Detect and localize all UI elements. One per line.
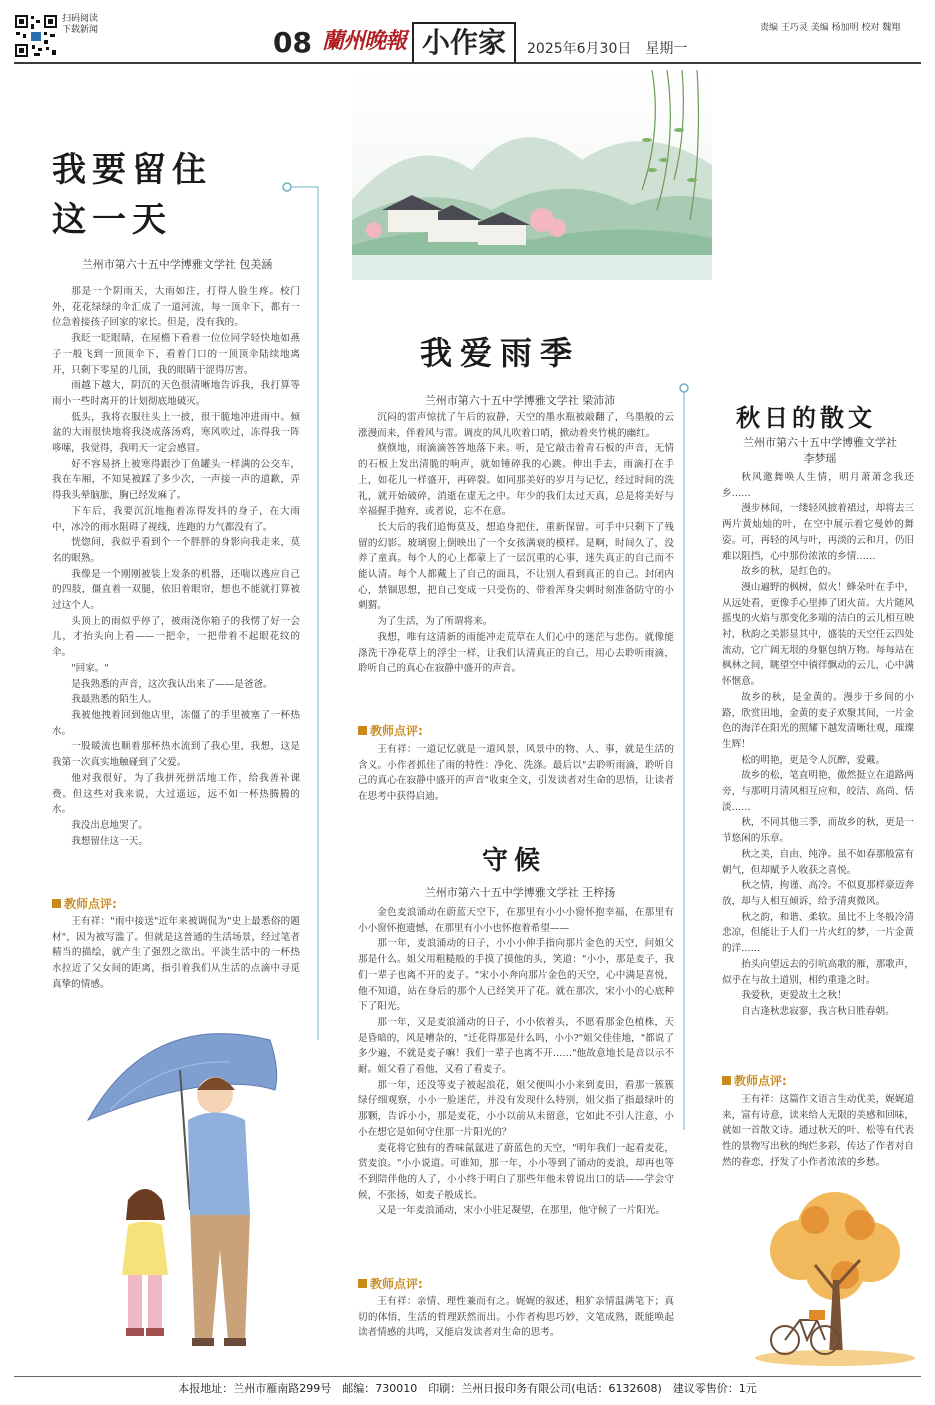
comment-label: 教师点评: <box>370 724 423 738</box>
paragraph: 秋之韵，和谐、柔软。虽比不上冬般冷清悲凉，但能让于人们一片火红的梦，一片金黄的洋…… <box>722 911 914 955</box>
paragraph: 松的明艳，更是令人沉醉，爱戴。 <box>741 754 886 766</box>
article2-comment <box>358 742 674 805</box>
paragraph: 漫山遍野的枫树，似火！蜂朵叶在手中，从远处看，更像手心里捧了团火苗。大片随风摇曳的火焰与那变化多端的洁白的云儿相互映衬，秋韵之美影显其中，盛装的天空任云四处流动，它广阔无垠的身躯包纳万物。每每站在枫林之间，眺望空中徜徉飘动的云儿，心中满怀惬意。 <box>722 581 914 688</box>
article4-comment <box>722 1092 914 1171</box>
article4-title: 秋日的散文 <box>736 403 876 432</box>
footer-info: 本报地址：兰州市雁南路299号 邮编：730010 印刷：兰州日报印务有限公司(电话：6132608) 建议零售价：1元 <box>178 1382 757 1395</box>
paragraph: 我最熟悉的陌生人。 <box>71 694 158 706</box>
paragraph: 那是一个阴雨天，大雨如注，打得人脸生疼。校门外，花花绿绿的伞汇成了一道河流，每一顶伞下，都有一位急着接孩子回家的家长。但是，没有我的。 <box>52 286 300 329</box>
article4-body <box>722 470 914 1060</box>
paragraph: 秋之情，拘谨、高冷。不似夏那样豪迈奔放，却与人相互倾诉，给予清爽微风。 <box>722 880 914 907</box>
article3-author: 兰州市第六十五中学博雅文学社 王梓扬 <box>424 886 616 899</box>
paragraph: "回家。" <box>71 662 109 674</box>
paragraph: 头顶上的雨似乎停了，被雨浇你箱子的我愣了好一会儿，才抬头向上看——一把伞，一把带着不起眼花纹的伞。 <box>52 615 300 659</box>
paragraph: 故乡的秋，是金黄的。漫步于乡间的小路，欣赏田地，金黄的麦子欢聚其间，一片金色的海洋在阳光的照耀下越发清晰壮观，璀璨生辉！ <box>722 691 914 750</box>
article2-comment-heading <box>358 722 423 739</box>
paragraph: 秋风邀舞唤人生情，明月萧萧念我还乡…… <box>722 472 914 499</box>
paragraph: 是我熟悉的声音，这次我认出来了——是爸爸。 <box>71 678 273 690</box>
paragraph: 秋之美，自由、纯净。虽不如春那般富有朝气，但却赋予人收获之喜悦。 <box>722 848 914 876</box>
editor-credits: 责编 王巧灵 美编 杨加明 校对 魏翔 <box>760 23 901 33</box>
paragraph: 好不容易挤上被寒得跟沙丁鱼罐头一样满的公交车，我在车厢，不知晃被踩了多少次，一声接一声的道歉，弄得我头晕脑胀，胸已经发麻了。 <box>52 458 300 502</box>
paragraph: 他对我很好，为了我拼死拼活地工作，给我善补课费。但这些对我来说，大过遥远，远不如一杯热腾腾的水。 <box>52 772 300 816</box>
comment-text: 王有祥：亲情、理性兼而有之。娓娓的叙述，粗犷亲情温满笔下；真切的体悟，生活的哲理跃然而出。小作者构思巧妙，文笔成熟，既能唤起读者情感的共鸣，又能启发读者对生命的思考。 <box>358 1296 674 1339</box>
paragraph: 秋，不同其他三季，而故乡的秋，更是一节悠闲的乐章。 <box>722 817 914 845</box>
paragraph: 沉闷的雷声惊扰了午后的寂静，天空的墨水瓶被敲翻了，乌墨般的云涨漫而来，伴着风与雷。调皮的风儿吹着口哨，掀动着夹竹桃的幽红。 <box>358 412 674 439</box>
paragraph: 雨越下越大，阴沉的天色很清晰地告诉我，我打算等雨小一些时离开的计划彻底地破灭。 <box>52 380 300 407</box>
article4-author-line1: 兰州市第六十五中学博雅文学社 <box>743 436 897 449</box>
newspaper-logo: 蘭州晚報 <box>322 28 407 54</box>
comment-text: 王有祥：一道记忆就是一道风景，风景中的物、人、事，就是生活的含义。小作者抓住了雨的特性：净化、洗涤。最后以"去聆听雨滴，聆听自己的真心在寂静中盛开的声音"收束全文，引发读者对生命的思悟，让读者在思考中获得启迪。 <box>358 744 674 803</box>
paragraph: 恍惚间，我似乎看到个一个胖胖的身影向我走来，莫名的眼熟。 <box>52 537 300 564</box>
paragraph: 那一年，又是麦浪涌动的日子，小小依着头，不愿看那金色植株，天是昏暗的，风是嘈杂的，"迁花得那是什么吗，小小?"姐父佳佳地，"都说了多少遍，不就是麦子嘛！我们一辈子也离不开……"他故意地长是音以示不耐。姐父看了看他，又看了看麦子。 <box>358 1016 674 1076</box>
article2-body <box>358 410 674 710</box>
landscape-illustration <box>352 70 712 280</box>
paragraph: 抬头向望远去的引吭高歌的雁，那歌声，似乎在与故土道别，相约重逢之时。 <box>722 958 914 986</box>
article1-comment-heading <box>52 895 117 912</box>
article3-body <box>358 905 674 1260</box>
paragraph: 麦花将它独有的香味氤氲进了蔚蓝色的天空，"明年我们一起看麦花，赏麦浪。"小小说道。可谁知，那一年，小小等到了涌动的麦浪，却再也等不到陪伴他的人了，小小终于明白了那些年他未曾说出口的话——学会守候，不张扬，如麦子般成长。 <box>358 1142 674 1201</box>
article1-author: 兰州市第六十五中学博雅文学社 包美涵 <box>81 258 273 271</box>
article2-title: 我爱雨季 <box>420 334 581 372</box>
article3-comment <box>358 1294 674 1341</box>
paragraph: 那一年，麦浪涌动的日子，小小小伸手指向那片金色的天空，问姐父那是什么。姐父用粗糙般的手摸了摸他的头，笑道："小小，那是麦子，我们一辈子也离不开的麦子。"宋小小奔向那片金色的天空，心中满是喜悦，他不知道，站在身后的那个人已经笑开了花。就在那次，宋小小的心底种下了阳光。 <box>358 938 674 1013</box>
paragraph: 自古逢秋悲寂寥，我言秋日胜春朝。 <box>741 1005 895 1017</box>
paragraph: 漫步林间，一缕轻风披着裙过，却将去三两片黄灿灿的叶，在空中展示着它曼妙的舞姿。可，再轻的风与叶，再淡的云和月，仍旧难以阻挡，心中那份浓浓的乡情…… <box>722 503 914 562</box>
paragraph: 一股暖流也顺着那杯热水流到了我心里，我想，这是我第一次真实地触碰到了父爱。 <box>52 741 300 769</box>
article1-title-line1: 我要留住 <box>52 150 212 190</box>
paragraph: 我爱秋，更爱故土之秋！ <box>741 990 847 1002</box>
article1-body <box>52 284 300 879</box>
paragraph: 故乡的秋，是红色的。 <box>741 566 838 578</box>
comment-label: 教师点评: <box>64 897 117 911</box>
article1-comment <box>52 914 300 993</box>
footer-rule <box>14 1376 921 1377</box>
paragraph: 为了生活，为了所谓将来。 <box>377 616 493 628</box>
paragraph: 我想，唯有这清新的雨能冲走荒草在人们心中的迷茫与悲伤。就像能涤洗干净花草上的浮尘一样，让我们认清真正的自己，用心去聆听雨滴，聆听自己的真心在寂静中盛开的声音。 <box>358 631 674 675</box>
paragraph: 我像是一个刚刚被装上发条的机器，还喘以逃应自己的四肢，僵直着一双腿，依旧着眼帘，想也不能就打算被过这个人。 <box>52 568 300 612</box>
qr-label: 扫码阅读下载新闻 <box>62 14 99 35</box>
paragraph: 我眨一眨眼睛，在屋檐下看着一位位同学轻快地如燕子一般飞到一顶顶伞下，看着门口的一顶顶伞陆续地离开，只剩下零星的几顶，我的眼睛干涩得厉害。 <box>52 333 300 376</box>
paragraph: 金色麦浪涌动在蔚蓝天空下，在那里有小小小窗怀抱幸福，在那里有小小窗怀抱遗憾，在那里有小小也怀抱着希望—— <box>358 907 674 934</box>
comment-text: 王有祥："雨中接送"近年来被调侃为"史上最悉俗的题材"，因为被写滥了。但就是这普通的生活场景，经过笔者精当的描绘，就产生了强烈之欲出。平淡生活中的一杯热水拉近了父女间的距离，指引着我们从生活的点滴中寻觅真挚的情感。 <box>52 916 300 990</box>
article4-comment-heading <box>722 1072 787 1089</box>
comment-text: 王有祥：这篇作文语言生动优美，娓娓道来，富有诗意，读来给人无限的美感和回味，就如一首散文诗。通过秋天的叶、松等有代表性的景物写出秋的绚烂多彩，传达了作者对自然的眷恋，抒发了小作者浓浓的乡愁。 <box>722 1094 914 1168</box>
page-number: 08 <box>273 26 312 59</box>
section-title: 小作家 <box>412 22 516 64</box>
paragraph: 低头，我将衣服往头上一披，很干脆地冲进雨中。倾盆的大雨很快地将我浇成落汤鸡，寒风吹过，冻得我一阵哆嗦，我觉得，我明天一定会感冒。 <box>52 411 300 455</box>
paragraph: 长大后的我们追悔莫及，想追身把住，重新保留。可手中只剩下了残留的幻影。玻璃窗上倒映出了一个女孩满衰的模样。是啊，时间久了，没养了童真。每个人的心上都蒙上了一层沉重的心事，迷失真正的自己而不能认清。每个人都戴上了自己的面具，不让别人看到真正的自己。封闭内心，禁锢思想，把自己变成一只受伤的、带着浑身尖刺时刻准备防守的小刺猬。 <box>358 521 674 612</box>
paragraph: 我被他拽着回到他店里，冻僵了的手里被塞了一杯热水。 <box>52 709 300 737</box>
issue-date: 2025年6月30日 星期一 <box>527 41 688 57</box>
paragraph: 下车后，我要沉沉地拖着冻得发抖的身子，在大雨中，冰冷的雨水阻碍了视线，连跑的力气都没有了。 <box>52 505 300 533</box>
article1-title-line2: 这一天 <box>52 200 172 240</box>
father-daughter-umbrella-illustration <box>80 1010 290 1370</box>
article3-title: 守候 <box>482 846 547 876</box>
article1-title <box>52 145 212 245</box>
paragraph: 我想留住这一天。 <box>71 835 148 847</box>
comment-label: 教师点评: <box>370 1277 423 1291</box>
article2-author: 兰州市第六十五中学博雅文学社 梁沛沛 <box>424 394 616 407</box>
paragraph: 又是一年麦浪涌动，宋小小驻足凝望，在那里，他守候了一片阳光。 <box>377 1205 665 1217</box>
article3-comment-heading <box>358 1275 423 1292</box>
paragraph: 那一年，还没等麦子被起浪花，姐父便叫小小来到麦田，看那一簇簇绿仔细观察，小小一脸迷茫，并没有发现什么特别，姐父指了指最绿叶的那颗，告诉小小，那是麦花，小小以前从未留意，它如此不引人注意，小小在想它是如何守住那一片阳光的？ <box>358 1079 674 1138</box>
paragraph: 我没出息地哭了。 <box>71 819 148 831</box>
autumn-tree-bicycle-illustration <box>745 1180 925 1370</box>
paragraph: 故乡的松，笔直明艳，傲然挺立在道路两旁，与那明月清风相互应和，皎洁、高尚、恬淡…… <box>722 770 914 813</box>
comment-label: 教师点评: <box>734 1074 787 1088</box>
paragraph: 倏倏地，雨滴滴答答地落下来。听，是它敲击着青石板的声音，无情的石板上发出清脆的响声，就如锤碎我的心跳。伸出手去，雨滴打在手上，如花儿一样盛开，再碎裂。如同那美好的岁月与记忆，经过时间的洗礼，就开始破碎，消逝在虚无之中。年少的我们太过天真，总是将美好与幸福握手抛弃，或者说，忘不在意。 <box>358 443 674 518</box>
article4-author-line2: 李梦瑶 <box>803 452 837 465</box>
